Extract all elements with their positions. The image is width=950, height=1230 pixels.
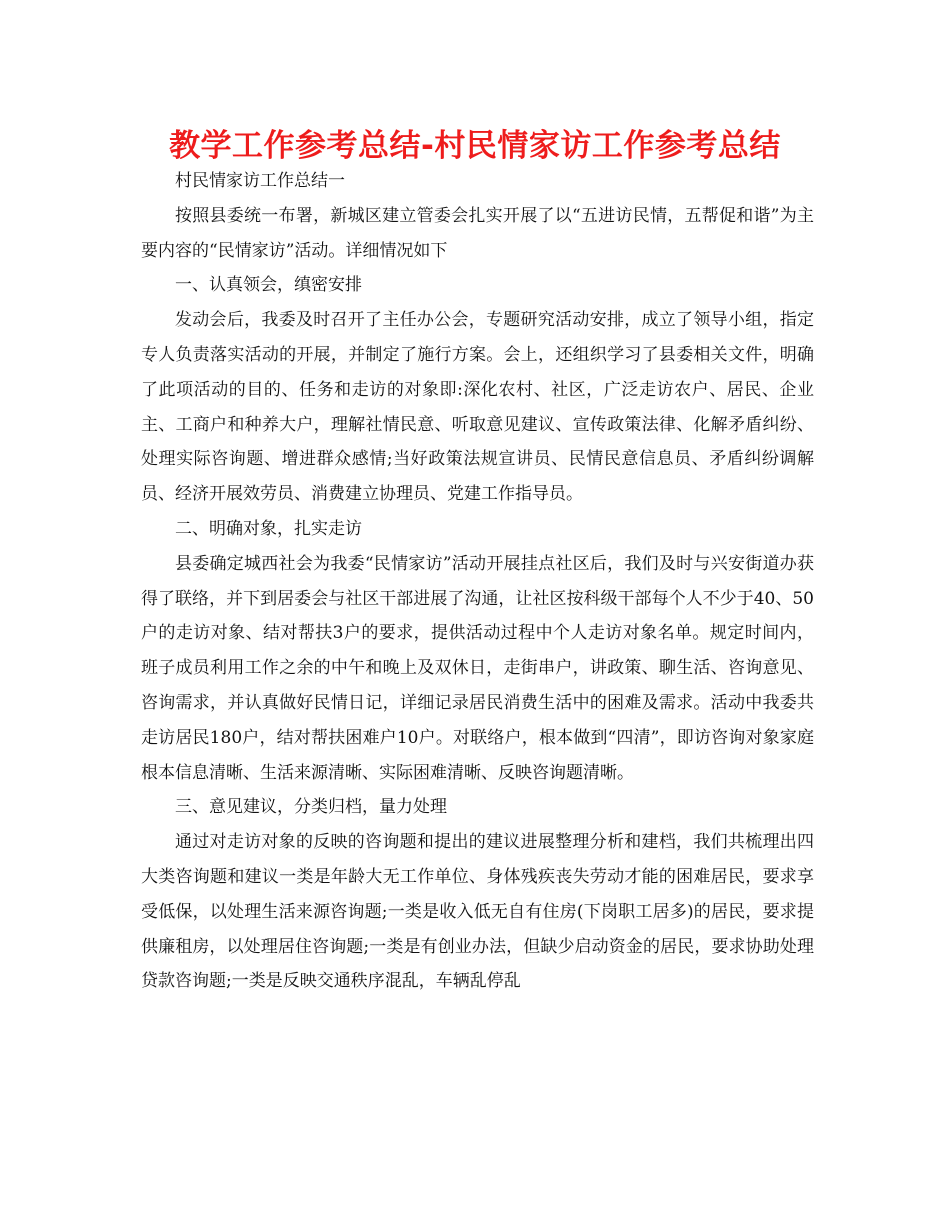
paragraph-subtitle: 村民情家访工作总结一	[175, 171, 345, 191]
document-body	[141, 164, 814, 999]
paragraph-section-3: 通过对走访对象的反映的咨询题和提出的建议进展整理分析和建档，我们共梳理出四大类咨询题和建议一类是年龄大无工作单位、身体残疾丧失劳动才能的困难居民，要求享受低保，以处理生活来源咨询题;一类是收入低无自有住房(下岗职工居多)的居民，要求提供廉租房，以处理居住咨询题;一类是有创业办法，但缺少启动资金的居民，要求协助处理贷款咨询题;一类是反映交通秩序混乱，车辆乱停乱	[141, 832, 814, 992]
paragraph-intro: 按照县委统一布署，新城区建立管委会扎实开展了以“五进访民情，五帮促和谐”为主要内容的“民情家访”活动。详细情况如下	[141, 205, 814, 261]
section-heading-1: 一、认真领会，缜密安排	[175, 275, 362, 296]
document-title: 教学工作参考总结-村民情家访工作参考总结	[169, 128, 781, 164]
section-heading-3: 三、意见建议，分类归档，量力处理	[175, 797, 447, 818]
paragraph-section-1: 发动会后，我委及时召开了主任办公会，专题研究活动安排，成立了领导小组，指定专人负责落实活动的开展，并制定了施行方案。会上，还组织学习了县委相关文件，明确了此项活动的目的、任务和走访的对象即:深化农村、社区，广泛走访农户、居民、企业主、工商户和种养大户，理解社情民意、听取意见建议、宣传政策法律、化解矛盾纠纷、处理实际咨询题、增进群众感情;当好政策法规宣讲员、民情民意信息员、矛盾纠纷调解员、经济开展效劳员、消费建立协理员、党建工作指导员。	[141, 310, 814, 505]
paragraph-section-2: 县委确定城西社会为我委“民情家访”活动开展挂点社区后，我们及时与兴安街道办获得了联络，并下到居委会与社区干部进展了沟通，让社区按科级干部每个人不少于40、50户的走访对象、结对帮扶3户的要求，提供活动过程中个人走访对象名单。规定时间内，班子成员利用工作之余的中午和晚上及双休日，走街串户，讲政策、聊生活、咨询意见、咨询需求，并认真做好民情日记，详细记录居民消费生活中的困难及需求。活动中我委共走访居民180户，结对帮扶困难户10户。对联络户，根本做到“四清”，即访咨询对象家庭根本信息清晰、生活来源清晰、实际困难清晰、反映咨询题清晰。	[141, 553, 814, 783]
section-heading-2: 二、明确对象，扎实走访	[175, 518, 362, 539]
